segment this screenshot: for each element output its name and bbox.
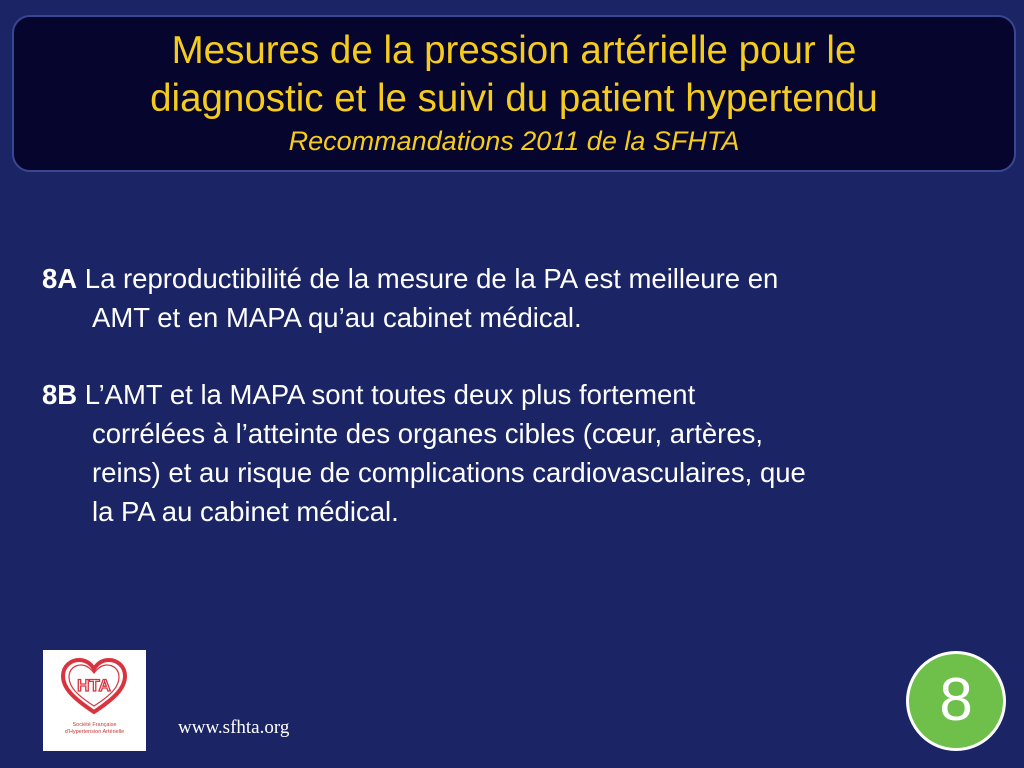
logo-wordmark: HTA: [77, 676, 111, 695]
title-box: [12, 15, 1016, 172]
recommendation-text: la PA au cabinet médical.: [92, 496, 399, 527]
subtitle: Recommandations 2011 de la SFHTA: [288, 126, 740, 156]
recommendation-line: [42, 375, 992, 414]
recommendation-text: La reproductibilité de la mesure de la PA est meilleure en: [84, 263, 779, 294]
logo-caption-1: Société Française: [72, 722, 117, 728]
website-url[interactable]: www.sfhta.org: [178, 717, 290, 738]
logo-caption-2: d'Hypertension Artérielle: [64, 729, 125, 735]
recommendation-code: 8A: [42, 263, 78, 294]
recommendation-line: [42, 259, 992, 298]
recommendation-text: L’AMT et la MAPA sont toutes deux plus fortement: [84, 379, 696, 410]
recommendation-8a: [42, 259, 992, 337]
title-line-1: Mesures de la pression artérielle pour le: [171, 29, 857, 72]
slide-number-badge: 8: [906, 651, 1006, 751]
sfhta-logo: [43, 650, 146, 751]
recommendation-text: AMT et en MAPA qu’au cabinet médical.: [92, 302, 582, 333]
recommendation-code: 8B: [42, 379, 78, 410]
heart-logo-icon: [43, 650, 146, 720]
recommendation-text: corrélées à l’atteinte des organes cibles (cœur, artères,: [92, 418, 763, 449]
recommendation-8b: [42, 375, 992, 531]
recommendation-text: reins) et au risque de complications cardiovasculaires, que: [92, 457, 806, 488]
title-line-2: diagnostic et le suivi du patient hypertendu: [150, 77, 878, 120]
